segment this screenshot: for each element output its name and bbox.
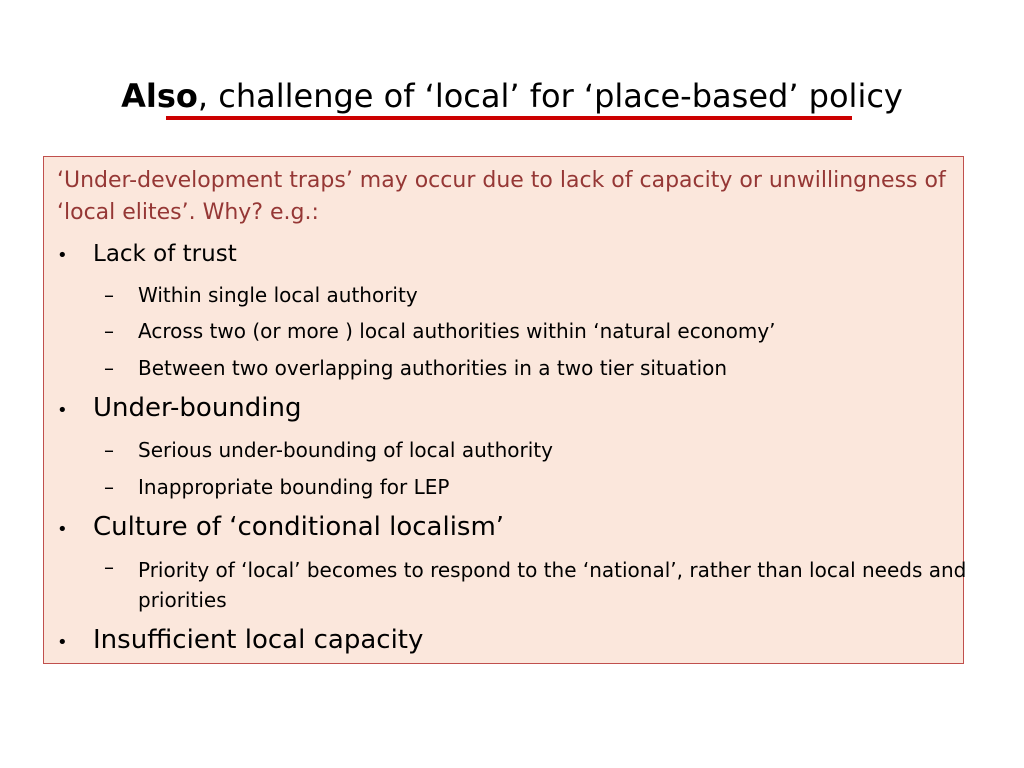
dash-icon: –: [104, 283, 114, 307]
title-emphasis: Also: [121, 77, 198, 115]
content-box: [43, 156, 967, 664]
intro-text: ‘Under-development traps’ may occur due to lack of capacity or unwillingness of ‘local elites’. Why? e.g.:: [57, 168, 946, 225]
title-text: , challenge of ‘local’ for ‘place-based’ policy: [197, 77, 903, 115]
bullet-label: Culture of ‘conditional localism’: [93, 512, 505, 542]
title-underline: [166, 116, 852, 120]
slide-title: [0, 74, 1024, 118]
bullet-icon: •: [57, 632, 68, 653]
sub-bullet-label: Priority of ‘local’ becomes to respond to the ‘national’, rather than local needs and priorities: [138, 558, 967, 612]
dash-icon: –: [104, 475, 114, 499]
bullet-label: Insufficient local capacity: [93, 625, 424, 655]
sub-bullet-label: Inappropriate bounding for LEP: [138, 475, 450, 499]
bullet-label: Lack of trust: [93, 241, 237, 267]
dash-icon: –: [104, 319, 114, 343]
bullet-label: Under-bounding: [93, 393, 302, 423]
bullet-icon: •: [57, 400, 68, 421]
sub-bullet-label: Across two (or more ) local authorities within ‘natural economy’: [138, 319, 776, 343]
dash-icon: –: [104, 356, 114, 380]
sub-bullet-label: Between two overlapping authorities in a two tier situation: [138, 356, 728, 380]
sub-bullet-label: Serious under-bounding of local authority: [138, 438, 553, 462]
dash-icon: –: [104, 555, 114, 579]
dash-icon: –: [104, 438, 114, 462]
bullet-icon: •: [57, 245, 68, 266]
sub-bullet-label: Within single local authority: [138, 283, 418, 307]
bullet-icon: •: [57, 519, 68, 540]
